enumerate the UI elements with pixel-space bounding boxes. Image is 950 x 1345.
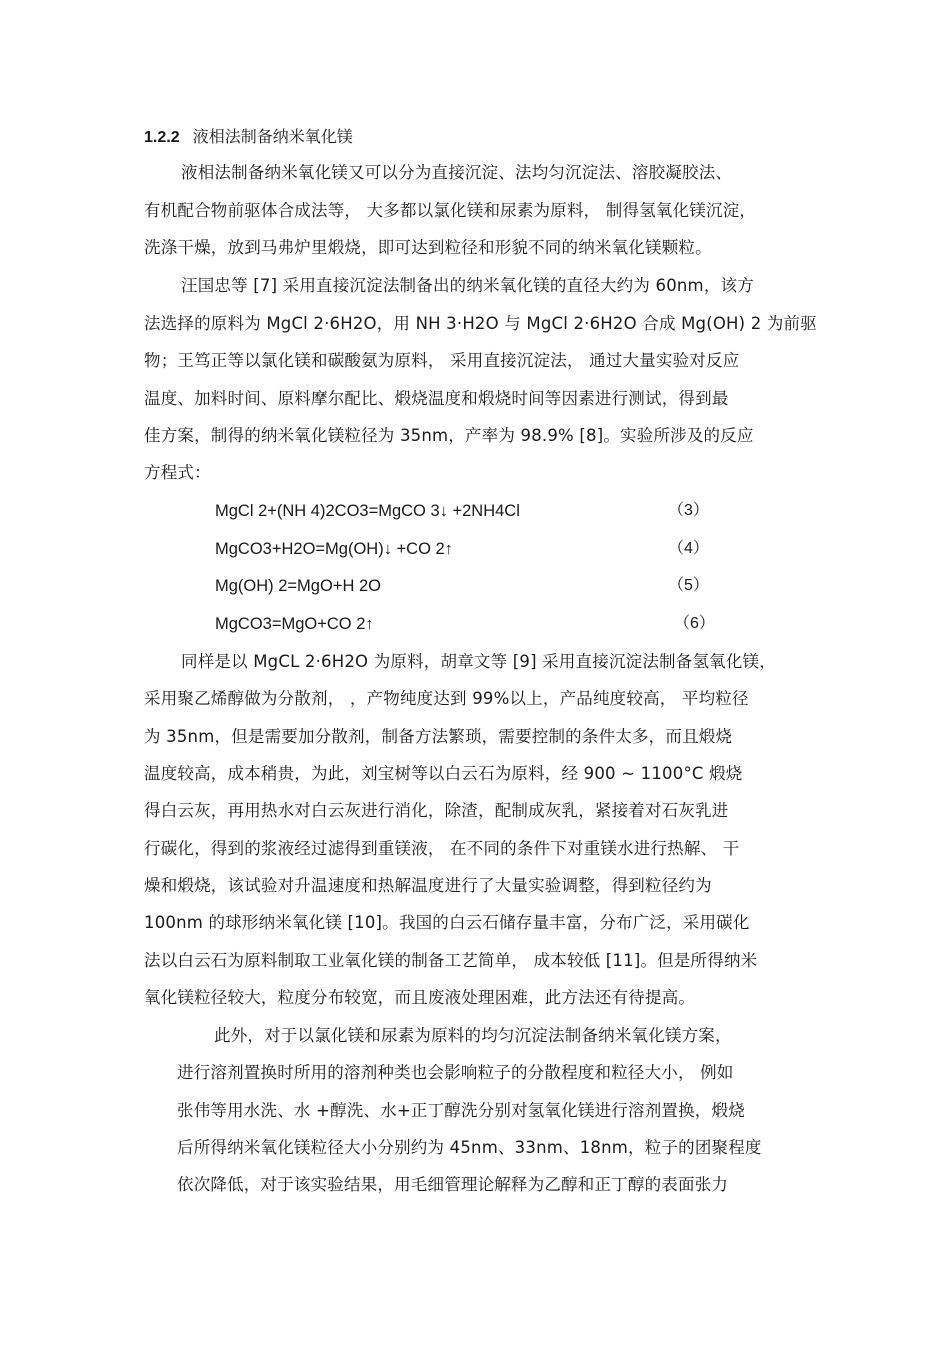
paragraph-line: 温度、加料时间、原料摩尔配比、煅烧温度和煅烧时间等因素进行测试，得到最 (144, 389, 729, 408)
paragraph-line: 法选择的原料为 MgCl 2·6H2O，用 NH 3·H2O 与 MgCl 2·6H2O 合成 Mg(OH) 2 为前驱 (144, 314, 817, 333)
paragraph-line: 进行溶剂置换时所用的溶剂种类也会影响粒子的分散程度和粒径大小， 例如 (177, 1063, 734, 1082)
paragraph-line: 此外，对于以氯化镁和尿素为原料的均匀沉淀法制备纳米氧化镁方案， (214, 1026, 732, 1045)
paragraph-line: 有机配合物前驱体合成法等， 大多都以氯化镁和尿素为原料， 制得氢氧化镁沉淀， (144, 201, 757, 220)
equation: MgCl 2+(NH 4)2CO3=MgCO 3↓ +2NH4Cl (215, 502, 520, 520)
section-number: 1.2.2 (144, 129, 180, 146)
equation: MgCO3+H2O=Mg(OH)↓ +CO 2↑ (215, 540, 453, 558)
paragraph-line: 洗涤干燥，放到马弗炉里煅烧，即可达到粒径和形貌不同的纳米氧化镁颗粒。 (144, 238, 712, 257)
equation-number: （5） (668, 577, 709, 594)
paragraph-line: 燥和煅烧，该试验对升温速度和热解温度进行了大量实验调整，得到粒径约为 (144, 876, 712, 895)
paragraph-line: 行碳化，得到的浆液经过滤得到重镁液， 在不同的条件下对重镁水进行热解、 干 (144, 839, 740, 858)
equation-number: （6） (674, 615, 715, 632)
paragraph-line: 佳方案，制得的纳米氧化镁粒径为 35nm，产率为 98.9% [8]。实验所涉及的反应 (144, 426, 754, 445)
equation: Mg(OH) 2=MgO+H 2O (215, 577, 381, 595)
paragraph-line: 氧化镁粒径较大，粒度分布较宽，而且废液处理困难，此方法还有待提高。 (144, 988, 696, 1007)
paragraph-line: 得白云灰，再用热水对白云灰进行消化，除渣，配制成灰乳，紧接着对石灰乳进 (144, 801, 729, 820)
paragraph-line: 物；王笃正等以氯化镁和碳酸氨为原料， 采用直接沉淀法， 通过大量实验对反应 (144, 351, 740, 370)
paragraph-line: 依次降低，对于该实验结果，用毛细管理论解释为乙醇和正丁醇的表面张力 (177, 1175, 729, 1194)
paragraph-line: 温度较高，成本稍贵，为此，刘宝树等以白云石为原料，经 900 ~ 1100°C 煅烧 (144, 764, 743, 783)
paragraph-line: 方程式： (144, 463, 211, 482)
equation-number: （4） (668, 540, 709, 557)
paragraph-line: 100nm 的球形纳米氧化镁 [10]。我国的白云石储存量丰富，分布广泛，采用碳化 (144, 913, 750, 932)
paragraph-line: 同样是以 MgCL 2·6H2O 为原料，胡章文等 [9] 采用直接沉淀法制备氢氧化镁， (181, 652, 776, 671)
equation: MgCO3=MgO+CO 2↑ (215, 615, 374, 633)
equation-number: （3） (668, 502, 709, 519)
paragraph-line: 法以白云石为原料制取工业氧化镁的制备工艺简单， 成本较低 [11]。但是所得纳米 (144, 951, 758, 970)
paragraph-line: 为 35nm，但是需要加分散剂，制备方法繁琐，需要控制的条件太多，而且煅烧 (144, 727, 733, 746)
paragraph-line: 液相法制备纳米氧化镁又可以分为直接沉淀、法均匀沉淀法、溶胶凝胶法、 (181, 163, 733, 182)
section-heading (144, 126, 353, 149)
paragraph-line: 采用聚乙烯醇做为分散剂， ，产物纯度达到 99%以上，产品纯度较高， 平均粒径 (144, 689, 749, 708)
section-title: 液相法制备纳米氧化镁 (192, 127, 353, 146)
paragraph-line: 张伟等用水洗、水 +醇洗、水+正丁醇洗分别对氢氧化镁进行溶剂置换，煅烧 (177, 1101, 745, 1120)
paragraph-line: 后所得纳米氧化镁粒径大小分别约为 45nm、33nm、18nm，粒子的团聚程度 (177, 1138, 762, 1157)
paragraph-line: 汪国忠等 [7] 采用直接沉淀法制备出的纳米氧化镁的直径大约为 60nm，该方 (181, 276, 754, 295)
